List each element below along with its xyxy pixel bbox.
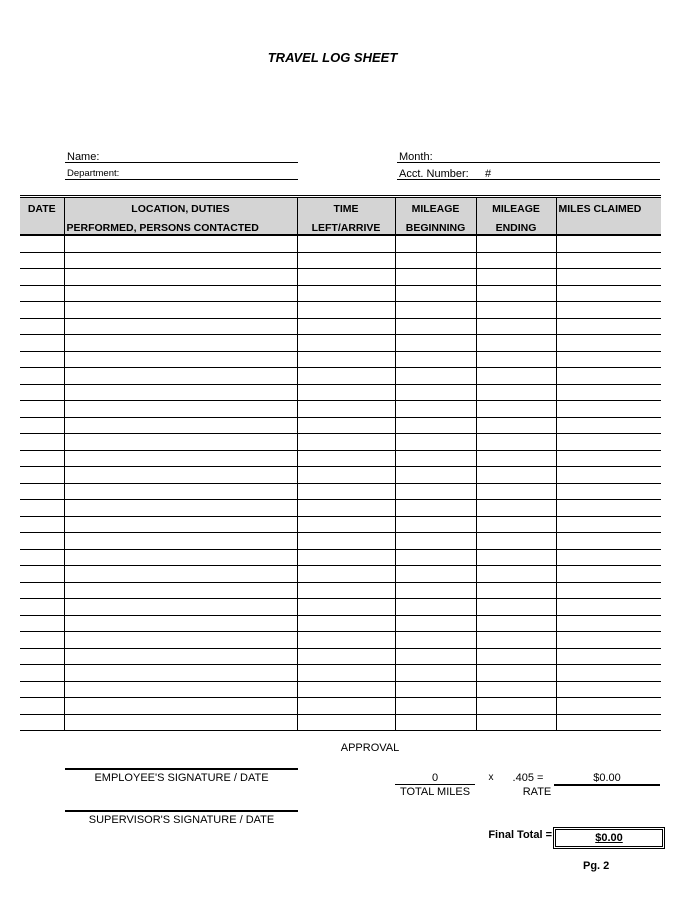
col-date-header: DATE xyxy=(20,197,64,224)
location-cell[interactable] xyxy=(64,450,297,467)
table-row xyxy=(20,698,661,715)
table-row xyxy=(20,483,661,500)
mileage-beginning-cell[interactable] xyxy=(395,516,476,533)
mileage-ending-cell[interactable] xyxy=(476,351,556,368)
location-cell[interactable] xyxy=(64,582,297,599)
mileage-ending-cell[interactable] xyxy=(476,434,556,451)
time-cell[interactable] xyxy=(297,500,395,517)
acct-hash-symbol: # xyxy=(485,168,492,180)
date-cell[interactable] xyxy=(20,599,64,616)
table-row xyxy=(20,533,661,550)
location-cell[interactable] xyxy=(64,500,297,517)
miles-claimed-cell[interactable] xyxy=(556,582,661,599)
table-row xyxy=(20,384,661,401)
location-cell[interactable] xyxy=(64,285,297,302)
time-cell[interactable] xyxy=(297,483,395,500)
location-cell[interactable] xyxy=(64,302,297,319)
miles-claimed-cell[interactable] xyxy=(556,615,661,632)
miles-claimed-cell[interactable] xyxy=(556,335,661,352)
date-cell[interactable] xyxy=(20,401,64,418)
time-cell[interactable] xyxy=(297,235,395,252)
time-cell[interactable] xyxy=(297,384,395,401)
time-cell[interactable] xyxy=(297,285,395,302)
miles-claimed-cell[interactable] xyxy=(556,467,661,484)
mileage-beginning-cell[interactable] xyxy=(395,698,476,715)
table-row xyxy=(20,335,661,352)
miles-claimed-cell[interactable] xyxy=(556,252,661,269)
mileage-ending-cell[interactable] xyxy=(476,269,556,286)
mileage-ending-cell[interactable] xyxy=(476,368,556,385)
date-cell[interactable] xyxy=(20,285,64,302)
date-cell[interactable] xyxy=(20,549,64,566)
employee-signature-label: EMPLOYEE'S SIGNATURE / DATE xyxy=(94,772,269,784)
mileage-ending-cell[interactable] xyxy=(476,698,556,715)
name-label: Name: xyxy=(67,151,100,163)
col-time-subheader: LEFT/ARRIVE xyxy=(297,223,395,235)
table-row xyxy=(20,599,661,616)
rate-value: .405 = xyxy=(512,772,544,784)
mileage-beginning-cell[interactable] xyxy=(395,252,476,269)
department-field[interactable] xyxy=(65,179,298,180)
col-miles-claimed-subheader xyxy=(556,223,661,235)
mileage-ending-cell[interactable] xyxy=(476,401,556,418)
date-cell[interactable] xyxy=(20,648,64,665)
mileage-ending-cell[interactable] xyxy=(476,500,556,517)
mileage-beginning-cell[interactable] xyxy=(395,318,476,335)
acct-number-field[interactable] xyxy=(397,179,660,180)
date-cell[interactable] xyxy=(20,335,64,352)
table-row xyxy=(20,351,661,368)
table-row xyxy=(20,417,661,434)
location-cell[interactable] xyxy=(64,384,297,401)
time-cell[interactable] xyxy=(297,467,395,484)
miles-claimed-cell[interactable] xyxy=(556,368,661,385)
miles-claimed-cell[interactable] xyxy=(556,351,661,368)
col-miles-claimed-header: MILES CLAIMED xyxy=(556,197,661,224)
miles-claimed-cell[interactable] xyxy=(556,632,661,649)
mileage-ending-cell[interactable] xyxy=(476,632,556,649)
col-mileage-beginning-header: MILEAGE xyxy=(395,197,476,224)
amount-value: $0.00 xyxy=(554,772,660,786)
mileage-beginning-cell[interactable] xyxy=(395,434,476,451)
table-row xyxy=(20,235,661,252)
mileage-beginning-cell[interactable] xyxy=(395,582,476,599)
date-cell[interactable] xyxy=(20,681,64,698)
mileage-beginning-cell[interactable] xyxy=(395,302,476,319)
mileage-beginning-cell[interactable] xyxy=(395,450,476,467)
location-cell[interactable] xyxy=(64,681,297,698)
table-row xyxy=(20,467,661,484)
mileage-ending-cell[interactable] xyxy=(476,318,556,335)
location-cell[interactable] xyxy=(64,714,297,731)
mileage-ending-cell[interactable] xyxy=(476,533,556,550)
mileage-beginning-cell[interactable] xyxy=(395,483,476,500)
table-row xyxy=(20,252,661,269)
mileage-beginning-cell[interactable] xyxy=(395,401,476,418)
mileage-beginning-cell[interactable] xyxy=(395,351,476,368)
location-cell[interactable] xyxy=(64,417,297,434)
location-cell[interactable] xyxy=(64,549,297,566)
supervisor-signature-label: SUPERVISOR'S SIGNATURE / DATE xyxy=(88,814,275,826)
miles-claimed-cell[interactable] xyxy=(556,434,661,451)
mileage-ending-cell[interactable] xyxy=(476,516,556,533)
location-cell[interactable] xyxy=(64,533,297,550)
time-cell[interactable] xyxy=(297,566,395,583)
mileage-beginning-cell[interactable] xyxy=(395,681,476,698)
supervisor-signature-line[interactable] xyxy=(65,810,298,812)
date-cell[interactable] xyxy=(20,615,64,632)
location-cell[interactable] xyxy=(64,401,297,418)
table-row xyxy=(20,648,661,665)
time-cell[interactable] xyxy=(297,648,395,665)
mileage-ending-cell[interactable] xyxy=(476,681,556,698)
mileage-ending-cell[interactable] xyxy=(476,483,556,500)
time-cell[interactable] xyxy=(297,269,395,286)
miles-claimed-cell[interactable] xyxy=(556,648,661,665)
mileage-ending-cell[interactable] xyxy=(476,615,556,632)
miles-claimed-cell[interactable] xyxy=(556,318,661,335)
location-cell[interactable] xyxy=(64,318,297,335)
name-field[interactable] xyxy=(65,162,298,163)
date-cell[interactable] xyxy=(20,252,64,269)
date-cell[interactable] xyxy=(20,582,64,599)
time-cell[interactable] xyxy=(297,335,395,352)
final-total-label: Final Total = xyxy=(488,829,552,841)
location-cell[interactable] xyxy=(64,235,297,252)
date-cell[interactable] xyxy=(20,318,64,335)
mileage-ending-cell[interactable] xyxy=(476,665,556,682)
time-cell[interactable] xyxy=(297,665,395,682)
miles-claimed-cell[interactable] xyxy=(556,384,661,401)
multiply-sign: x xyxy=(488,772,494,783)
table-row xyxy=(20,285,661,302)
time-cell[interactable] xyxy=(297,351,395,368)
total-miles-value: 0 xyxy=(395,772,475,785)
time-cell[interactable] xyxy=(297,632,395,649)
mileage-beginning-cell[interactable] xyxy=(395,235,476,252)
mileage-ending-cell[interactable] xyxy=(476,235,556,252)
miles-claimed-cell[interactable] xyxy=(556,599,661,616)
table-row xyxy=(20,549,661,566)
mileage-ending-cell[interactable] xyxy=(476,566,556,583)
date-cell[interactable] xyxy=(20,566,64,583)
table-row xyxy=(20,566,661,583)
time-cell[interactable] xyxy=(297,318,395,335)
mileage-beginning-cell[interactable] xyxy=(395,714,476,731)
location-cell[interactable] xyxy=(64,599,297,616)
mileage-beginning-cell[interactable] xyxy=(395,269,476,286)
table-row xyxy=(20,269,661,286)
mileage-beginning-cell[interactable] xyxy=(395,335,476,352)
miles-claimed-cell[interactable] xyxy=(556,516,661,533)
mileage-ending-cell[interactable] xyxy=(476,450,556,467)
time-cell[interactable] xyxy=(297,434,395,451)
date-cell[interactable] xyxy=(20,632,64,649)
date-cell[interactable] xyxy=(20,269,64,286)
mileage-ending-cell[interactable] xyxy=(476,599,556,616)
date-cell[interactable] xyxy=(20,698,64,715)
table-row xyxy=(20,665,661,682)
mileage-ending-cell[interactable] xyxy=(476,582,556,599)
mileage-beginning-cell[interactable] xyxy=(395,384,476,401)
date-cell[interactable] xyxy=(20,500,64,517)
table-row xyxy=(20,434,661,451)
mileage-ending-cell[interactable] xyxy=(476,335,556,352)
miles-claimed-cell[interactable] xyxy=(556,235,661,252)
table-row xyxy=(20,681,661,698)
location-cell[interactable] xyxy=(64,566,297,583)
table-row xyxy=(20,714,661,731)
approval-heading: APPROVAL xyxy=(340,742,400,754)
location-cell[interactable] xyxy=(64,665,297,682)
date-cell[interactable] xyxy=(20,384,64,401)
table-row xyxy=(20,450,661,467)
col-date-subheader xyxy=(20,223,64,235)
miles-claimed-cell[interactable] xyxy=(556,549,661,566)
date-cell[interactable] xyxy=(20,351,64,368)
location-cell[interactable] xyxy=(64,516,297,533)
location-cell[interactable] xyxy=(64,351,297,368)
miles-claimed-cell[interactable] xyxy=(556,681,661,698)
final-total-value: $0.00 xyxy=(595,832,623,844)
header-row xyxy=(20,197,661,224)
time-cell[interactable] xyxy=(297,533,395,550)
log-body xyxy=(20,235,661,731)
time-cell[interactable] xyxy=(297,417,395,434)
time-cell[interactable] xyxy=(297,615,395,632)
final-total-box xyxy=(553,827,665,849)
location-cell[interactable] xyxy=(64,615,297,632)
mileage-beginning-cell[interactable] xyxy=(395,285,476,302)
mileage-ending-cell[interactable] xyxy=(476,285,556,302)
date-cell[interactable] xyxy=(20,302,64,319)
header-row-2 xyxy=(20,223,661,235)
time-cell[interactable] xyxy=(297,582,395,599)
time-cell[interactable] xyxy=(297,368,395,385)
mileage-ending-cell[interactable] xyxy=(476,417,556,434)
date-cell[interactable] xyxy=(20,714,64,731)
month-field[interactable] xyxy=(397,162,660,163)
mileage-ending-cell[interactable] xyxy=(476,252,556,269)
time-cell[interactable] xyxy=(297,401,395,418)
miles-claimed-cell[interactable] xyxy=(556,450,661,467)
miles-claimed-cell[interactable] xyxy=(556,500,661,517)
mileage-ending-cell[interactable] xyxy=(476,302,556,319)
time-cell[interactable] xyxy=(297,698,395,715)
col-location-header: LOCATION, DUTIES xyxy=(64,197,297,224)
acct-number-label: Acct. Number: xyxy=(399,168,469,180)
mileage-beginning-cell[interactable] xyxy=(395,648,476,665)
miles-claimed-cell[interactable] xyxy=(556,483,661,500)
location-cell[interactable] xyxy=(64,252,297,269)
table-row xyxy=(20,632,661,649)
date-cell[interactable] xyxy=(20,516,64,533)
col-mileage-beginning-subheader: BEGINNING xyxy=(395,223,476,235)
miles-claimed-cell[interactable] xyxy=(556,566,661,583)
date-cell[interactable] xyxy=(20,533,64,550)
date-cell[interactable] xyxy=(20,417,64,434)
time-cell[interactable] xyxy=(297,599,395,616)
mileage-beginning-cell[interactable] xyxy=(395,549,476,566)
mileage-beginning-cell[interactable] xyxy=(395,533,476,550)
table-row xyxy=(20,500,661,517)
miles-claimed-cell[interactable] xyxy=(556,714,661,731)
location-cell[interactable] xyxy=(64,483,297,500)
table-row xyxy=(20,302,661,319)
date-cell[interactable] xyxy=(20,434,64,451)
mileage-beginning-cell[interactable] xyxy=(395,368,476,385)
time-cell[interactable] xyxy=(297,516,395,533)
mileage-beginning-cell[interactable] xyxy=(395,467,476,484)
mileage-beginning-cell[interactable] xyxy=(395,632,476,649)
travel-log-table xyxy=(20,195,661,731)
miles-claimed-cell[interactable] xyxy=(556,417,661,434)
employee-signature-line[interactable] xyxy=(65,768,298,770)
location-cell[interactable] xyxy=(64,467,297,484)
location-cell[interactable] xyxy=(64,632,297,649)
date-cell[interactable] xyxy=(20,665,64,682)
mileage-ending-cell[interactable] xyxy=(476,648,556,665)
mileage-beginning-cell[interactable] xyxy=(395,665,476,682)
miles-claimed-cell[interactable] xyxy=(556,698,661,715)
page-number: Pg. 2 xyxy=(583,860,610,872)
table-row xyxy=(20,401,661,418)
location-cell[interactable] xyxy=(64,368,297,385)
col-mileage-ending-header: MILEAGE xyxy=(476,197,556,224)
miles-claimed-cell[interactable] xyxy=(556,533,661,550)
mileage-beginning-cell[interactable] xyxy=(395,566,476,583)
miles-claimed-cell[interactable] xyxy=(556,285,661,302)
col-location-subheader: PERFORMED, PERSONS CONTACTED xyxy=(64,223,297,235)
mileage-ending-cell[interactable] xyxy=(476,384,556,401)
mileage-beginning-cell[interactable] xyxy=(395,500,476,517)
location-cell[interactable] xyxy=(64,269,297,286)
time-cell[interactable] xyxy=(297,252,395,269)
page-title: TRAVEL LOG SHEET xyxy=(267,50,398,65)
date-cell[interactable] xyxy=(20,450,64,467)
date-cell[interactable] xyxy=(20,368,64,385)
table-row xyxy=(20,516,661,533)
time-cell[interactable] xyxy=(297,450,395,467)
miles-claimed-cell[interactable] xyxy=(556,302,661,319)
location-cell[interactable] xyxy=(64,335,297,352)
miles-claimed-cell[interactable] xyxy=(556,401,661,418)
mileage-ending-cell[interactable] xyxy=(476,467,556,484)
department-label: Department: xyxy=(67,168,120,179)
date-cell[interactable] xyxy=(20,235,64,252)
mileage-beginning-cell[interactable] xyxy=(395,615,476,632)
time-cell[interactable] xyxy=(297,681,395,698)
rate-label: RATE xyxy=(522,786,552,798)
date-cell[interactable] xyxy=(20,467,64,484)
mileage-ending-cell[interactable] xyxy=(476,714,556,731)
miles-claimed-cell[interactable] xyxy=(556,269,661,286)
miles-claimed-cell[interactable] xyxy=(556,665,661,682)
table-row xyxy=(20,582,661,599)
col-time-header: TIME xyxy=(297,197,395,224)
time-cell[interactable] xyxy=(297,714,395,731)
col-mileage-ending-subheader: ENDING xyxy=(476,223,556,235)
mileage-ending-cell[interactable] xyxy=(476,549,556,566)
month-label: Month: xyxy=(399,151,433,163)
location-cell[interactable] xyxy=(64,648,297,665)
mileage-beginning-cell[interactable] xyxy=(395,599,476,616)
table-row xyxy=(20,368,661,385)
date-cell[interactable] xyxy=(20,483,64,500)
time-cell[interactable] xyxy=(297,549,395,566)
table-row xyxy=(20,318,661,335)
time-cell[interactable] xyxy=(297,302,395,319)
table-row xyxy=(20,615,661,632)
location-cell[interactable] xyxy=(64,434,297,451)
mileage-beginning-cell[interactable] xyxy=(395,417,476,434)
total-miles-label: TOTAL MILES xyxy=(399,786,471,798)
location-cell[interactable] xyxy=(64,698,297,715)
